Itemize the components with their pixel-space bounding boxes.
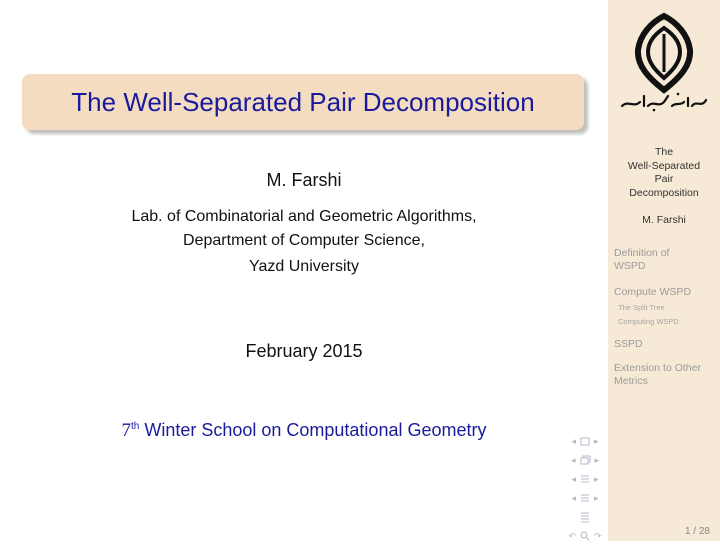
institute-line-1: Lab. of Combinatorial and Geometric Algorithms, <box>131 208 477 225</box>
sidebar-section-definition[interactable] <box>614 247 718 273</box>
nav-right-arrow-icon[interactable]: ▸ <box>594 454 600 465</box>
slide-title: The Well-Separated Pair Decomposition <box>71 86 535 117</box>
section-nav-icon[interactable] <box>562 491 608 505</box>
sidebar-section-line: Metrics <box>614 375 648 387</box>
sidebar-section-line: Extension to Other <box>614 362 701 374</box>
section-icon <box>580 493 590 503</box>
slide-author: M. Farshi <box>266 170 342 190</box>
sidebar-section-compute[interactable] <box>614 286 718 299</box>
sidebar-title-line: Pair <box>654 173 674 185</box>
search-icon[interactable] <box>580 531 590 541</box>
event-text: Winter School on Computational Geometry <box>139 420 487 440</box>
sidebar-section-sspd[interactable] <box>614 338 718 351</box>
institute-line-2: Department of Computer Science, <box>183 232 425 249</box>
sidebar-title-line: The <box>654 146 674 158</box>
beamer-nav-controls <box>562 434 608 548</box>
nav-right-arrow-icon[interactable]: ▸ <box>594 492 599 503</box>
slide-icon <box>580 437 590 446</box>
sidebar-talk-title[interactable] <box>612 146 716 200</box>
institute-line-3: Yazd University <box>249 258 359 275</box>
sidebar-title-line: Well-Separated <box>627 159 701 172</box>
nav-left-arrow-icon[interactable]: ◂ <box>571 492 576 503</box>
university-name-script <box>618 90 710 112</box>
document-icon <box>580 511 590 523</box>
nav-left-arrow-icon[interactable]: ◂ <box>571 473 576 484</box>
nav-left-arrow-icon[interactable]: ◂ <box>570 454 576 465</box>
frame-icon <box>580 455 591 465</box>
sidebar-title-line: Decomposition <box>629 186 699 199</box>
university-logo-icon <box>632 12 696 96</box>
sidebar-section-extension[interactable] <box>614 362 718 388</box>
sidebar-section-line: WSPD <box>614 260 646 272</box>
title-box <box>22 74 584 130</box>
sidebar-subsection-split-tree[interactable]: The Split Tree <box>618 303 665 312</box>
subsection-nav-icon[interactable] <box>562 472 608 486</box>
back-arrow-icon[interactable]: ↶ <box>568 530 576 541</box>
nav-right-arrow-icon[interactable]: ▸ <box>594 435 599 446</box>
frame-nav-icon[interactable] <box>562 453 608 467</box>
slide-date: February 2015 <box>245 341 363 361</box>
event-number: 7 <box>121 420 131 441</box>
nav-left-arrow-icon[interactable]: ◂ <box>571 435 576 446</box>
event-name <box>0 420 608 442</box>
sidebar-author[interactable]: M. Farshi <box>642 214 686 226</box>
nav-right-arrow-icon[interactable]: ▸ <box>594 473 599 484</box>
sidebar-section-line: Definition of <box>614 247 670 259</box>
sidebar-section-line: SSPD <box>614 338 643 350</box>
sidebar-subsection-computing[interactable]: Computing WSPD <box>618 317 679 326</box>
sidebar-section-line: Compute WSPD <box>614 286 692 298</box>
forward-arrow-icon[interactable]: ↷ <box>594 530 602 541</box>
subsection-icon <box>580 474 590 484</box>
document-nav-icon[interactable] <box>562 510 608 524</box>
page-number: 1 / 28 <box>684 526 710 537</box>
event-suffix: th <box>130 421 140 432</box>
slide-nav-icon[interactable] <box>562 434 608 448</box>
